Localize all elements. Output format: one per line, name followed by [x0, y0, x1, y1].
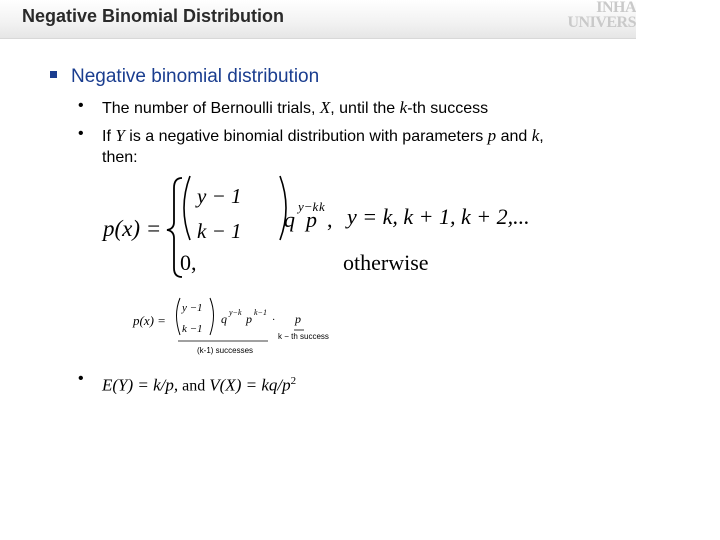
- p-exponent: k: [319, 199, 325, 214]
- label-kth-success: k − th success: [278, 332, 329, 341]
- zero-case: 0,: [180, 250, 197, 275]
- bullet-text: The number of Bernoulli trials, X, until the k-th success: [102, 98, 489, 117]
- small-binom-top: y −1: [182, 302, 203, 314]
- small-p2: p: [295, 312, 301, 326]
- logo-line-2: UNIVERS: [567, 14, 636, 31]
- pmf-formula-annotated: [132, 298, 329, 355]
- bullet-text: If Y is a negative binomial distribution with parameters p and k,: [102, 126, 544, 145]
- p-base: p: [306, 207, 317, 232]
- bullet-text: E(Y) = k/p, and $V(X) = kq/p^2$: [102, 375, 297, 395]
- section-heading-text: Negative binomial distribution: [71, 66, 320, 87]
- small-left-paren-icon: [177, 298, 181, 335]
- support-condition: y = k, k + 1, k + 2,...: [347, 204, 530, 229]
- binom-top: y − 1: [197, 184, 242, 208]
- small-p-exponent: k−1: [254, 308, 267, 317]
- small-q: q: [221, 312, 227, 326]
- small-binom-bottom: k −1: [182, 323, 203, 335]
- q-exponent: y−k: [298, 199, 319, 214]
- small-q-exponent: y−k: [229, 308, 242, 317]
- comma: ,: [327, 207, 333, 232]
- formula-lhs: p(x) =: [103, 216, 162, 241]
- slide-title: Negative Binomial Distribution: [22, 6, 285, 26]
- bullet-dot-icon: •: [78, 97, 84, 114]
- q-base: q: [284, 207, 295, 232]
- small-lhs: p(x) =: [133, 313, 166, 328]
- label-successes: (k-1) successes: [197, 346, 254, 355]
- left-paren-icon: [184, 176, 190, 240]
- small-right-paren-icon: [210, 298, 214, 335]
- small-dot: ·: [272, 315, 276, 326]
- otherwise-label: otherwise: [343, 250, 429, 275]
- logo-line-1: INHA: [596, 0, 636, 16]
- bullet-dot-icon: •: [78, 370, 84, 387]
- binom-bottom: k − 1: [197, 219, 242, 243]
- bullet-dot-icon: •: [78, 125, 84, 142]
- bullet-text-continued: then:: [102, 149, 138, 166]
- small-p: p: [246, 312, 252, 326]
